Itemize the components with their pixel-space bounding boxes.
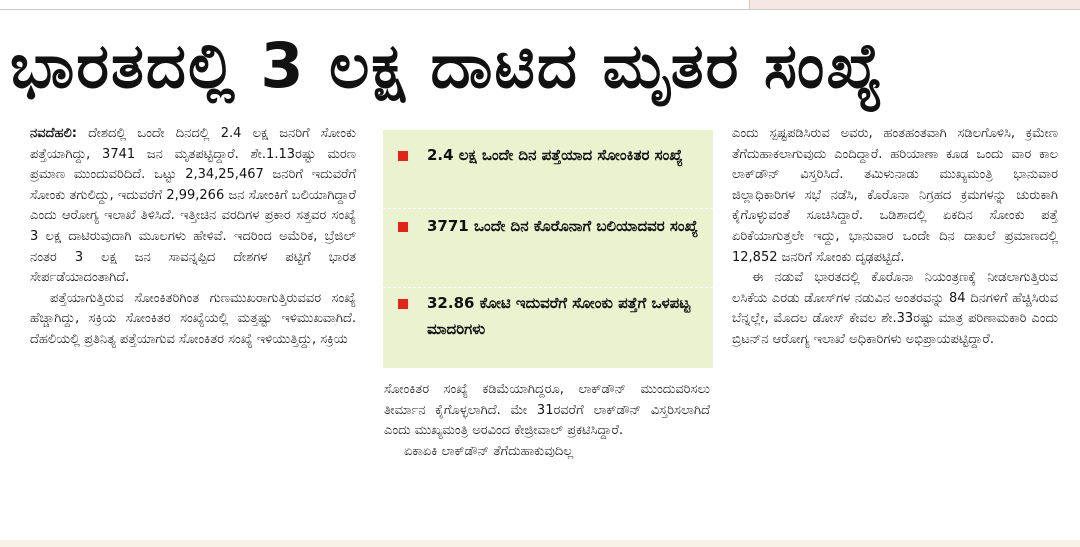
highlight-item xyxy=(383,288,713,368)
headline: ಭಾರತದಲ್ಲಿ 3 ಲಕ್ಷ ದಾಟಿದ ಮೃತರ ಸಂಖ್ಯೆ xyxy=(10,29,885,102)
red-square-bullet-icon xyxy=(398,222,408,232)
paragraph: ಸೋಂಕಿತರ ಸಂಖ್ಯೆ ಕಡಿಮೆಯಾಗಿದ್ದರೂ, ಲಾಕ್‌ಡೌನ್ ಮುಂದುವರಿಸಲು ತೀರ್ಮಾನ ಕೈಗೊಳ್ಳಲಾಗಿದೆ. ಮೇ 31ರವರೆಗೆ ಲಾಕ್‌ಡೌನ್ ವಿಸ್ತರಿಸಲಾಗಿದೆ ಎಂದು ಮುಖ್ಯಮಂತ್ರಿ ಅರವಿಂದ ಕೇಜ್ರೀವಾಲ್ ಪ್ರಕಟಿಸಿದ್ದಾರೆ. xyxy=(384,382,710,439)
paragraph: ಏಕಾಏಕಿ ಲಾಕ್‌ಡೌನ್ ತೆಗೆದುಹಾಕುವುದಿಲ್ಲ xyxy=(404,443,574,459)
highlights-box xyxy=(383,130,713,368)
paragraph: ಈ ನಡುವೆ ಭಾರತದಲ್ಲಿ ಕೊರೊನಾ ನಿಯಂತ್ರಣಕ್ಕೆ ನೀಡಲಾಗುತ್ತಿರುವ ಲಸಿಕೆಯ ಎರಡು ಡೋಸ್‌ಗಳ ನಡುವಿನ ಅಂತರವನ್ನು 84 ದಿನಗಳಿಗೆ ಹೆಚ್ಚಿಸಿರುವ ಬೆನ್ನಲ್ಲೇ, ಮೊದಲ ಡೋಸ್ ಕೇವಲ ಶೇ.33ರಷ್ಟು ಮಾತ್ರ ಪರಿಣಾಮಕಾರಿ ಎಂದು ಬ್ರಿಟನ್‌ನ ಆರೋಗ್ಯ ಇಲಾಖೆ ಅಧಿಕಾರಿಗಳು ಅಭಿಪ್ರಾಯಪಟ್ಟಿದ್ದಾರೆ. xyxy=(732,270,1058,347)
red-square-bullet-icon xyxy=(398,299,408,309)
highlight-text: 3771 ಒಂದೇ ದಿನ ಕೊರೊನಾಗೆ ಬಲಿಯಾದವರ ಸಂಖ್ಯೆ xyxy=(427,217,699,235)
article-column-2 xyxy=(384,380,710,530)
bottom-strip xyxy=(0,540,1080,547)
highlight-text: 32.86 ಕೋಟಿ ಇದುವರೆಗೆ ಸೋಂಕು ಪತ್ತೆಗೆ ಒಳಪಟ್ಟ ಮಾದರಿಗಳು xyxy=(427,294,691,338)
red-square-bullet-icon xyxy=(398,151,408,161)
highlight-item xyxy=(383,130,713,208)
paragraph-text: ದೇಶದಲ್ಲಿ ಒಂದೇ ದಿನದಲ್ಲಿ 2.4 ಲಕ್ಷ ಜನರಿಗೆ ಸೋಂಕು ಪತ್ತೆಯಾಗಿದ್ದು, 3741 ಜನ ಮೃತಪಟ್ಟಿದ್ದಾರೆ. ಶೇ.1.13ರಷ್ಟು ಮರಣ ಪ್ರಮಾಣ ಮುಂದುವರಿದಿದೆ. ಒಟ್ಟು 2,34,25,467 ಜನರಿಗೆ ಇದುವರೆಗೆ ಸೋಂಕು ತಗುಲಿದ್ದು, ಇದುವರೆಗೆ 2,99,266 ಜನ ಸೋಂಕಿಗೆ ಬಲಿಯಾಗಿದ್ದಾರೆ ಎಂದು ಆರೋಗ್ಯ ಇಲಾಖೆ ತಿಳಿಸಿದೆ. ಇತ್ತೀಚಿನ ವರದಿಗಳ ಪ್ರಕಾರ ಸತ್ತವರ ಸಂಖ್ಯೆ 3 ಲಕ್ಷ ದಾಟಿರುವುದಾಗಿ ಮೂಲಗಳು ಹೇಳಿವೆ. ಇದರಿಂದ ಅಮೆರಿಕ, ಬ್ರೆಜಿಲ್ ನಂತರ 3 ಲಕ್ಷ ಜನ ಸಾವನ್ನಪ್ಪಿದ ದೇಶಗಳ ಪಟ್ಟಿಗೆ ಭಾರತ ಸೇರ್ಪಡೆಯಾದಂತಾಗಿದೆ. xyxy=(30,126,356,286)
highlight-item xyxy=(383,209,713,287)
dateline: ನವದೆಹಲಿ: xyxy=(30,126,77,141)
top-tab xyxy=(749,0,1080,9)
highlight-text: 2.4 ಲಕ್ಷ ಒಂದೇ ದಿನ ಪತ್ತೆಯಾದ ಸೋಂಕಿತರ ಸಂಖ್ಯೆ xyxy=(427,146,683,164)
article-column-1 xyxy=(30,124,356,534)
article-column-3 xyxy=(732,124,1058,534)
paragraph xyxy=(30,124,356,289)
paragraph: ಪತ್ತೆಯಾಗುತ್ತಿರುವ ಸೋಂಕಿತರಿಗಿಂತ ಗುಣಮುಖರಾಗುತ್ತಿರುವವರ ಸಂಖ್ಯೆ ಹೆಚ್ಚಾಗಿದ್ದು, ಸಕ್ರಿಯ ಸೋಂಕಿತರ ಸಂಖ್ಯೆಯಲ್ಲಿ ಮತ್ತಷ್ಟು ಇಳಿಮುಖವಾಗಿದೆ. ದೆಹಲಿಯಲ್ಲಿ ಪ್ರತಿನಿತ್ಯ ಪತ್ತೆಯಾಗುವ ಸೋಂಕಿತರ ಸಂಖ್ಯೆ ಇಳಿಯುತ್ತಿದ್ದು, ಸಕ್ರಿಯ xyxy=(30,290,356,347)
paragraph: ಎಂದು ಸ್ಪಷ್ಟಪಡಿಸಿರುವ ಅವರು, ಹಂತಹಂತವಾಗಿ ಸಡಿಲಗೊಳಿಸಿ, ಕ್ರಮೇಣ ತೆಗೆದುಹಾಕಲಾಗುವುದು ಎಂದಿದ್ದಾರೆ. ಹರಿಯಾಣಾ ಕೂಡ ಒಂದು ವಾರ ಕಾಲ ಲಾಕ್‌ಡೌನ್ ವಿಸ್ತರಿಸಿದೆ. ತಮಿಳುನಾಡು ಮುಖ್ಯಮಂತ್ರಿ ಭಾನುವಾರ ಜಿಲ್ಲಾಧಿಕಾರಿಗಳ ಸಭೆ ನಡೆಸಿ, ಕೊರೊನಾ ನಿಗ್ರಹದ ಕ್ರಮಗಳನ್ನು ಚುರುಕಾಗಿ ಕೈಗೊಳ್ಳುವಂತೆ ಸೂಚಿಸಿದ್ದಾರೆ. ಒಡಿಶಾದಲ್ಲಿ ಏಕದಿನ ಸೋಂಕು ಪತ್ತೆ ಏರಿಕೆಯಾಗುತ್ತಲೇ ಇದ್ದು, ಭಾನುವಾರ ಒಂದೇ ದಿನ ದಾಖಲೆ ಪ್ರಮಾಣದಲ್ಲಿ 12,852 ಜನರಿಗೆ ಸೋಂಕು ದೃಢಪಟ್ಟಿದೆ. xyxy=(732,126,1058,265)
